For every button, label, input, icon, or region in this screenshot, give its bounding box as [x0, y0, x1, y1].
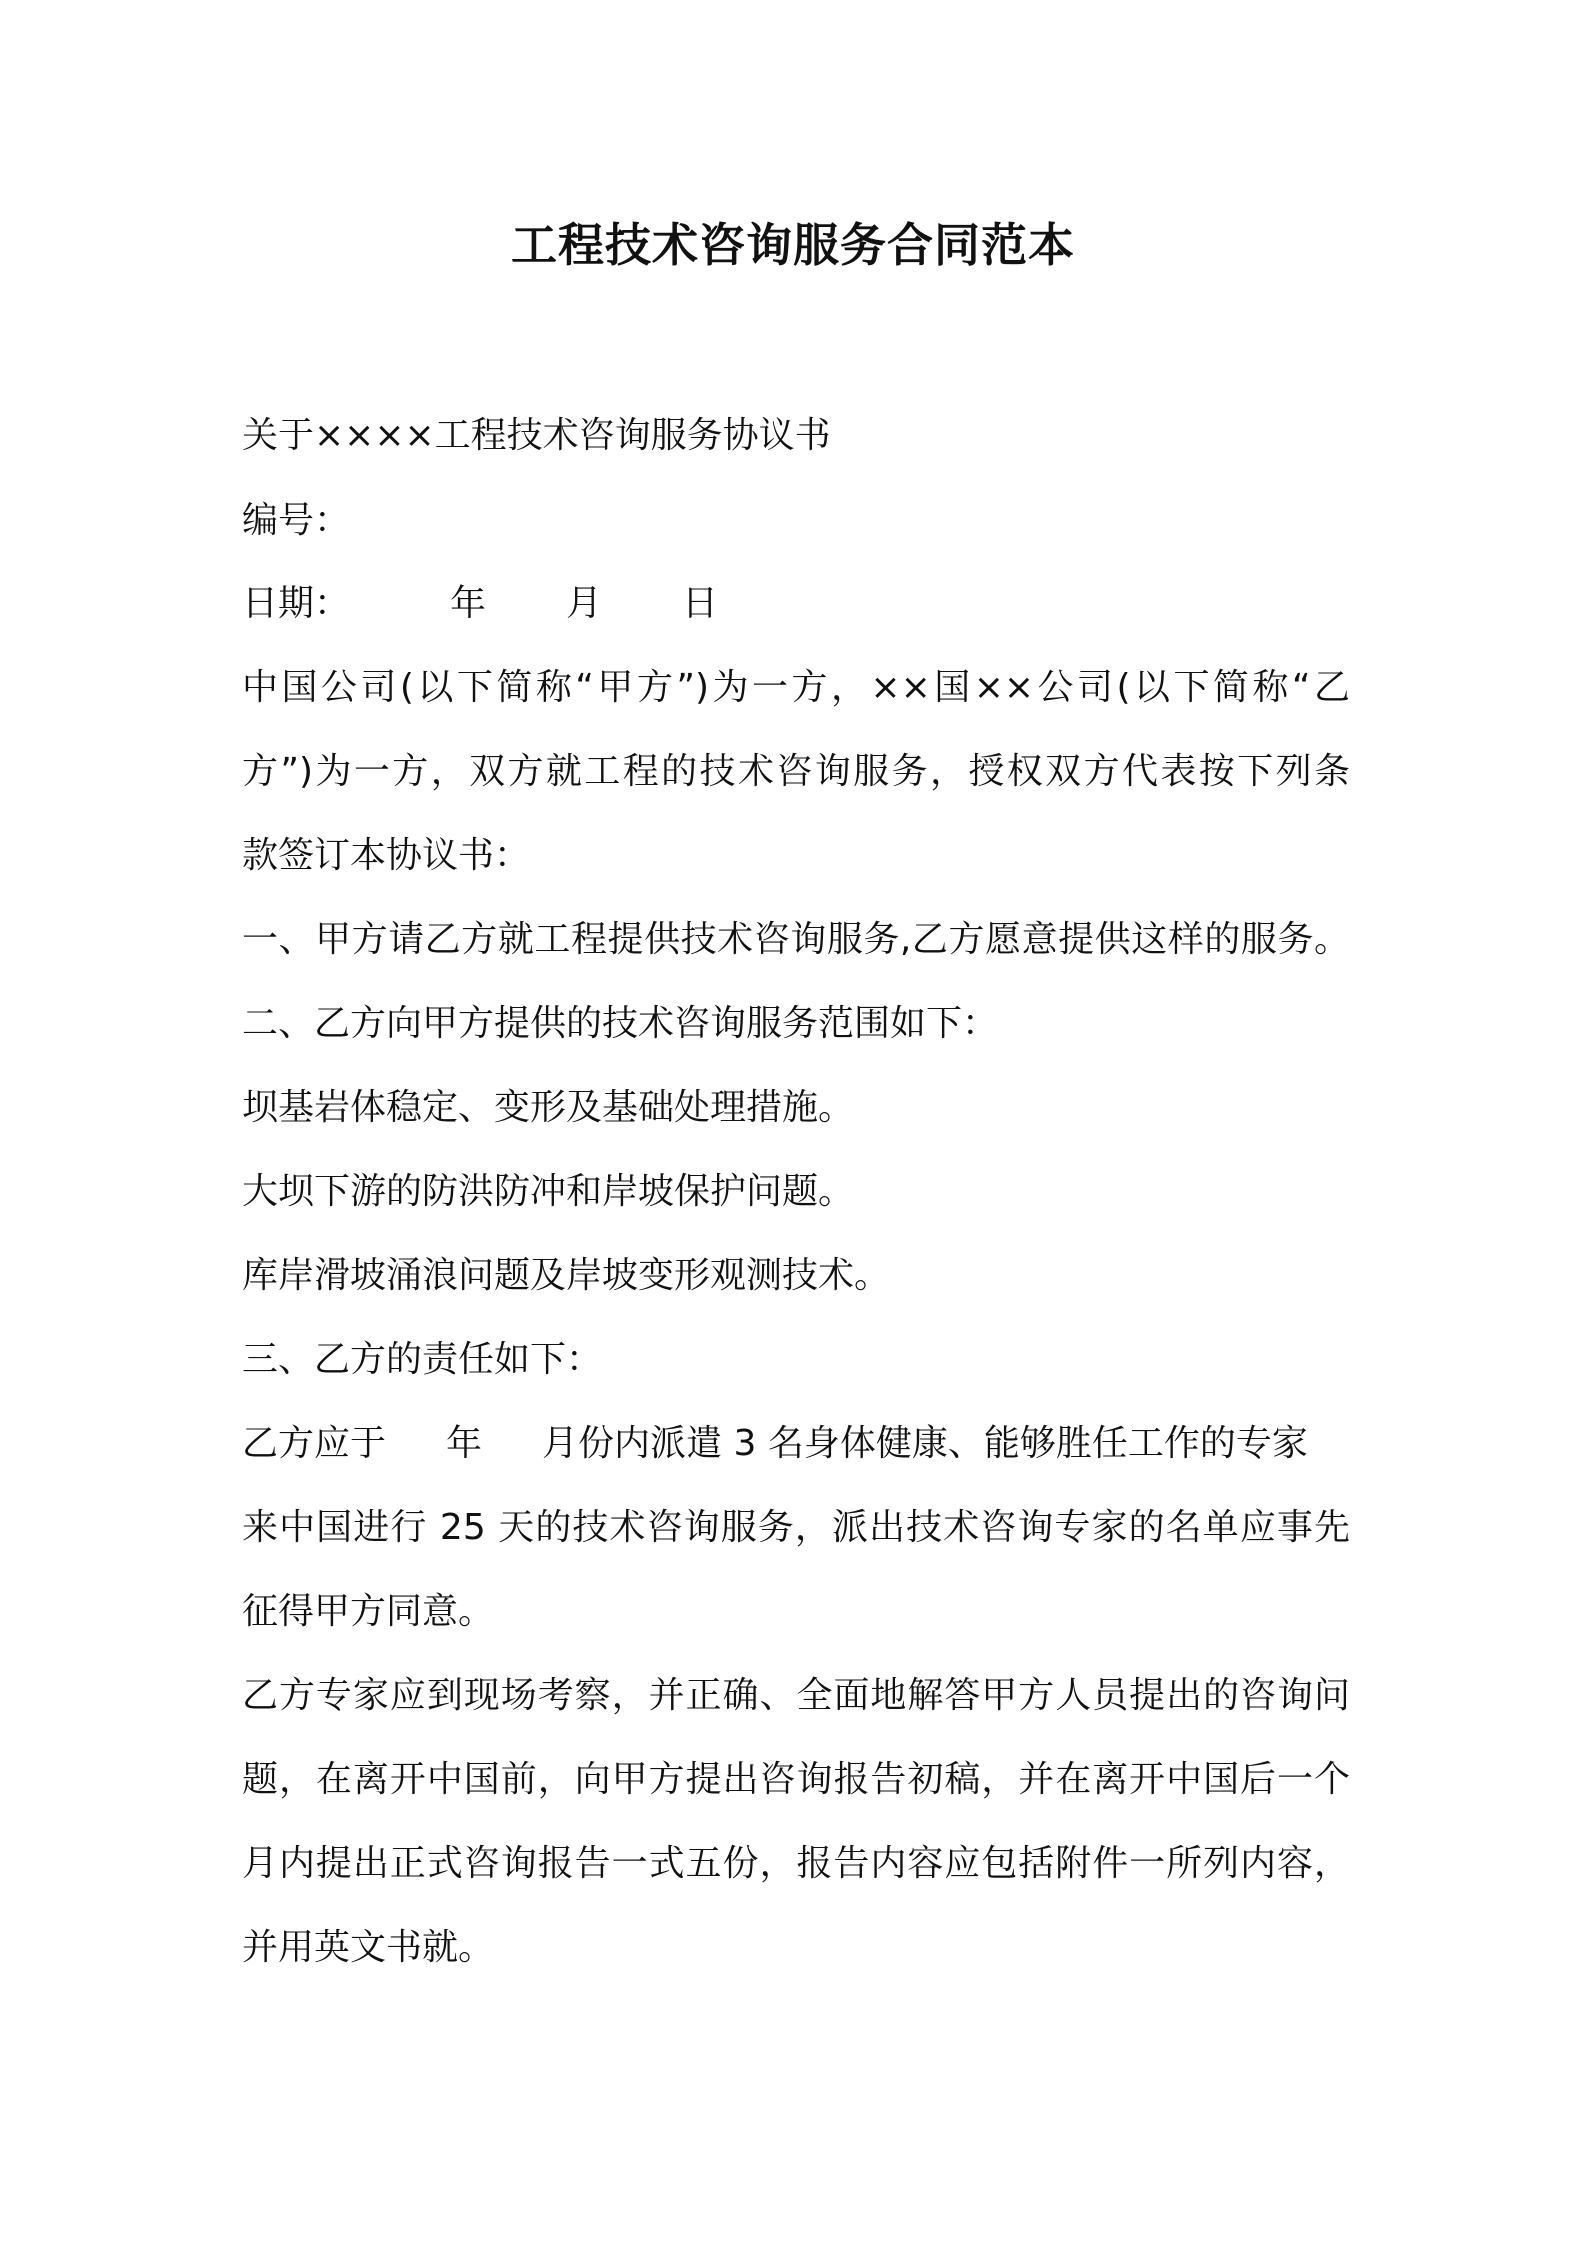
- duty-2-line-2: 题，在离开中国前，向甲方提出咨询报告初稿，并在离开中国后一个: [242, 1759, 1350, 1800]
- scope-item-3: 库岸滑坡涌浪问题及岸坡变形观测技术。: [242, 1255, 891, 1296]
- duty-1-line-1: 乙方应于 年 月份内派遣 3 名身体健康、能够胜任工作的专家: [242, 1423, 1308, 1464]
- number-label: 编号：: [242, 500, 351, 541]
- intro-line-1: 中国公司(以下简称“甲方”)为一方，××国××公司(以下简称“乙: [242, 667, 1350, 708]
- intro-line-3: 款签订本协议书：: [242, 835, 531, 876]
- duty-2-line-4: 并用英文书就。: [242, 1927, 495, 1968]
- duty-1-line-3: 征得甲方同意。: [242, 1591, 495, 1632]
- document-title: 工程技术咨询服务合同范本: [511, 218, 1075, 272]
- scope-item-2: 大坝下游的防洪防冲和岸坡保护问题。: [242, 1171, 855, 1212]
- date-month: 月: [566, 583, 603, 624]
- date-label: 日期：: [242, 583, 351, 624]
- intro-line-2: 方”)为一方，双方就工程的技术咨询服务，授权双方代表按下列条: [242, 751, 1350, 792]
- date-line: [242, 580, 718, 628]
- date-day: 日: [682, 583, 719, 624]
- duty-2-line-1: 乙方专家应到现场考察，并正确、全面地解答甲方人员提出的咨询问: [242, 1675, 1350, 1716]
- clause-3: 三、乙方的责任如下：: [242, 1339, 603, 1380]
- duty-2-line-3: 月内提出正式咨询报告一式五份，报告内容应包括附件一所列内容，: [242, 1843, 1350, 1884]
- duty-1-line-2: 来中国进行 25 天的技术咨询服务，派出技术咨询专家的名单应事先: [242, 1507, 1350, 1548]
- agreement-subtitle: 关于××××工程技术咨询服务协议书: [242, 415, 831, 456]
- clause-1: 一、甲方请乙方就工程提供技术咨询服务,乙方愿意提供这样的服务。: [242, 919, 1350, 960]
- date-year: 年: [450, 583, 487, 624]
- scope-item-1: 坝基岩体稳定、变形及基础处理措施。: [242, 1087, 855, 1128]
- clause-2: 二、乙方向甲方提供的技术咨询服务范围如下：: [242, 1003, 999, 1044]
